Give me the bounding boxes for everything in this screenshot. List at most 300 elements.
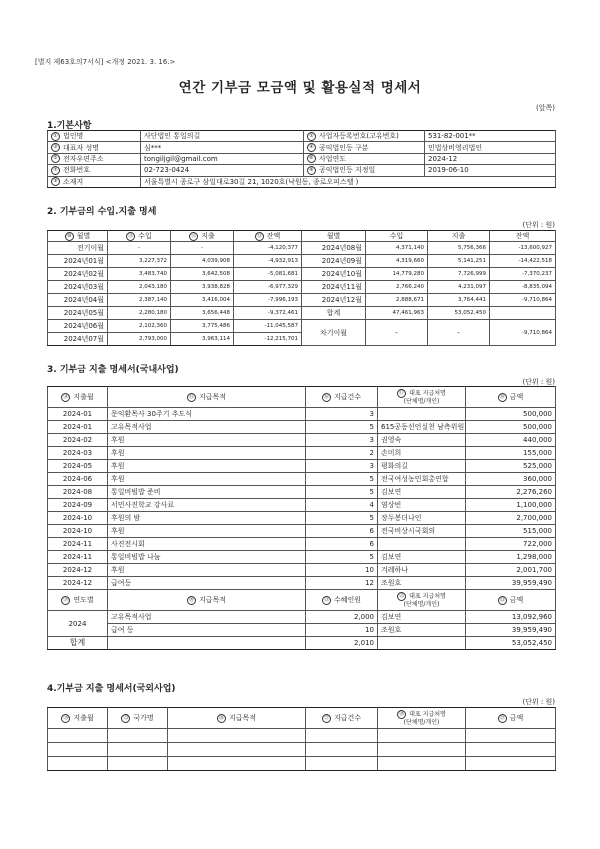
form-header-note: [별지 제63호의7서식] <개정 2021. 3. 16.> bbox=[35, 58, 176, 66]
empty-cell bbox=[466, 757, 556, 771]
balance-cell bbox=[234, 268, 302, 281]
amount-cell bbox=[466, 486, 556, 499]
amount-cell bbox=[466, 551, 556, 564]
expense-month-cell bbox=[48, 421, 108, 434]
purpose-cell bbox=[108, 421, 306, 434]
count-cell bbox=[306, 421, 378, 434]
purpose-cell bbox=[108, 564, 306, 577]
item-number-marker: ⑨ bbox=[51, 177, 60, 186]
year-cell bbox=[48, 611, 108, 637]
cell-text: 공익법인등 지정일 bbox=[319, 166, 376, 175]
column-header bbox=[306, 387, 378, 408]
cell-text: 525,000 bbox=[523, 462, 552, 470]
cell-text: 심*** bbox=[144, 143, 162, 152]
empty-cell bbox=[108, 729, 168, 743]
cell-text: 2024-10 bbox=[62, 527, 93, 535]
cell-text: 3 bbox=[369, 410, 374, 418]
cell-text: 후원 bbox=[111, 566, 125, 574]
cell-text: 잔액 bbox=[515, 232, 530, 241]
cell-text: 2,001,700 bbox=[516, 566, 552, 574]
cell-text: 2024-12 bbox=[428, 154, 458, 163]
month-cell bbox=[48, 320, 108, 333]
cell-text: 지출월 bbox=[73, 714, 94, 722]
field-label bbox=[48, 165, 141, 176]
cell-subtext: (단체명/개인) bbox=[403, 398, 440, 405]
cell-text: 2,276,260 bbox=[516, 488, 552, 496]
data-row bbox=[48, 307, 556, 320]
item-number-marker: ㉓ bbox=[499, 596, 505, 603]
cell-text: 2024-02 bbox=[62, 436, 93, 444]
balance-cell bbox=[490, 307, 556, 320]
cell-text: 후원 bbox=[111, 436, 125, 444]
cell-text: 6 bbox=[369, 540, 374, 548]
header-row bbox=[48, 387, 556, 408]
info-row bbox=[48, 153, 556, 164]
cell-text: 2024-06 bbox=[62, 475, 93, 483]
cell-text: 급여 등 bbox=[111, 626, 134, 634]
cell-subtext: (단체명/개인) bbox=[403, 719, 440, 726]
cell-text: 후원 bbox=[111, 449, 125, 457]
cell-text: 소재지 bbox=[63, 177, 84, 186]
amount-cell bbox=[466, 564, 556, 577]
income-cell bbox=[108, 255, 171, 268]
data-row bbox=[48, 486, 556, 499]
expense-cell bbox=[171, 333, 234, 346]
data-row bbox=[48, 577, 556, 590]
cell-text: 2024 bbox=[68, 619, 87, 628]
cell-text: -8,835,094 bbox=[522, 284, 552, 291]
purpose-cell bbox=[108, 473, 306, 486]
expense-cell bbox=[428, 242, 490, 255]
count-cell bbox=[306, 460, 378, 473]
cell-text: 2024년04월 bbox=[63, 296, 104, 305]
cell-text: 13,092,960 bbox=[511, 613, 552, 621]
cell-text: 금액 bbox=[509, 596, 524, 604]
field-label bbox=[48, 142, 141, 153]
income-cell bbox=[366, 255, 428, 268]
cell-text: 금액 bbox=[509, 393, 524, 401]
count-cell bbox=[306, 499, 378, 512]
cell-text: 3,764,441 bbox=[458, 297, 486, 304]
amount-cell bbox=[466, 538, 556, 551]
expense-cell bbox=[428, 320, 490, 346]
cell-text: 3 bbox=[369, 462, 374, 470]
income-cell bbox=[108, 281, 171, 294]
column-header bbox=[428, 231, 490, 242]
section-3-title: 3. 기부금 지출 명세서(국내사업) bbox=[47, 365, 179, 375]
purpose-cell bbox=[108, 577, 306, 590]
cell-text: 대표 지급처명 bbox=[409, 390, 446, 397]
cell-text: 4,039,908 bbox=[202, 258, 230, 265]
data-row bbox=[48, 460, 556, 473]
purpose-cell bbox=[108, 512, 306, 525]
empty-cell bbox=[306, 729, 378, 743]
unit-label: (단위 : 원) bbox=[522, 378, 555, 386]
empty-cell bbox=[378, 757, 466, 771]
expense-cell bbox=[171, 320, 234, 333]
purpose-cell bbox=[108, 408, 306, 421]
month-cell bbox=[302, 320, 366, 346]
data-row bbox=[48, 473, 556, 486]
month-cell bbox=[48, 242, 108, 255]
cell-text: 3,416,004 bbox=[202, 297, 230, 304]
cell-text: 2,280,180 bbox=[139, 310, 167, 317]
summary-row bbox=[48, 624, 556, 637]
field-label bbox=[304, 142, 425, 153]
purpose-cell bbox=[108, 551, 306, 564]
item-number-marker: ⑫ bbox=[191, 232, 197, 239]
column-header bbox=[108, 387, 306, 408]
item-number-marker: ⑯ bbox=[323, 393, 329, 400]
income-cell bbox=[366, 320, 428, 346]
cell-text: 서울특별시 종로구 삼일대로30길 21, 1020호(낙원동, 종로오피스텔 ) bbox=[144, 177, 359, 186]
item-number-marker: ⑩ bbox=[65, 232, 74, 241]
cell-text: 고유목적사업 bbox=[111, 613, 152, 621]
cell-text: 5 bbox=[369, 514, 374, 522]
cell-text: 월별 bbox=[76, 232, 91, 241]
domestic-expense-table bbox=[47, 386, 556, 650]
amount-cell bbox=[466, 473, 556, 486]
cell-text: 민법상비영리법인 bbox=[428, 143, 483, 152]
balance-cell bbox=[234, 294, 302, 307]
expense-month-cell bbox=[48, 525, 108, 538]
expense-cell bbox=[428, 307, 490, 320]
cell-text: 14,779,280 bbox=[392, 271, 424, 278]
cell-text: 잔액 bbox=[266, 232, 281, 241]
cell-text: 대표 지급처명 bbox=[409, 711, 446, 718]
cell-text: 지출 bbox=[201, 232, 215, 241]
data-row bbox=[48, 525, 556, 538]
cell-text: 손미희 bbox=[381, 449, 402, 457]
data-row bbox=[48, 242, 556, 255]
balance-cell bbox=[234, 333, 302, 346]
info-row bbox=[48, 131, 556, 142]
cell-text: 500,000 bbox=[523, 410, 552, 418]
field-value bbox=[425, 131, 556, 142]
cell-text: 합계 bbox=[326, 309, 341, 318]
cell-text: 2024년03월 bbox=[63, 283, 104, 292]
expense-cell bbox=[428, 281, 490, 294]
column-header bbox=[108, 231, 171, 242]
cell-text: 5 bbox=[369, 423, 374, 431]
cell-text: 4,319,660 bbox=[396, 258, 424, 265]
cell-text: 금액 bbox=[509, 714, 524, 722]
item-number-marker: ⑧ bbox=[307, 166, 316, 175]
section-1-title: 1.기본사항 bbox=[47, 121, 92, 131]
data-row bbox=[48, 320, 556, 333]
data-row bbox=[48, 447, 556, 460]
cell-text: -4,120,377 bbox=[268, 245, 298, 252]
cell-text: 2024년12월 bbox=[321, 296, 362, 305]
cell-text: 53,052,450 bbox=[511, 639, 552, 647]
column-header bbox=[378, 590, 466, 611]
amount-cell bbox=[466, 434, 556, 447]
cell-text: 1,298,000 bbox=[516, 553, 552, 561]
field-label bbox=[48, 131, 141, 142]
cell-text: 12 bbox=[365, 579, 374, 587]
month-cell bbox=[302, 307, 366, 320]
cell-text: -4,932,913 bbox=[268, 258, 298, 265]
cell-text: 2,700,000 bbox=[516, 514, 552, 522]
field-value bbox=[141, 142, 304, 153]
expense-cell bbox=[171, 268, 234, 281]
cell-text: 겨레하나 bbox=[381, 566, 409, 574]
count-cell bbox=[306, 473, 378, 486]
cell-text: 수입 bbox=[389, 232, 404, 241]
cell-text: -9,710,864 bbox=[522, 297, 552, 304]
page-title: 연간 기부금 모금액 및 활용실적 명세서 bbox=[178, 80, 422, 96]
empty-cell bbox=[378, 743, 466, 757]
month-cell bbox=[48, 268, 108, 281]
field-value bbox=[425, 165, 556, 176]
cell-text: 3,227,372 bbox=[139, 258, 167, 265]
month-cell bbox=[48, 333, 108, 346]
item-number-marker: ⑳ bbox=[188, 596, 194, 603]
month-cell bbox=[48, 307, 108, 320]
cell-text: 지출월 bbox=[73, 393, 94, 401]
count-cell bbox=[306, 408, 378, 421]
item-number-marker: ㉑ bbox=[323, 596, 329, 603]
income-cell bbox=[108, 268, 171, 281]
empty-cell bbox=[168, 743, 306, 757]
empty-cell bbox=[378, 637, 466, 650]
data-row bbox=[48, 434, 556, 447]
column-header bbox=[48, 590, 108, 611]
empty-cell bbox=[466, 743, 556, 757]
empty-row bbox=[48, 757, 556, 771]
item-number-marker: ⑭ bbox=[63, 393, 69, 400]
cell-text: 5 bbox=[369, 488, 374, 496]
cell-text: 3,642,508 bbox=[202, 271, 230, 278]
expense-cell bbox=[171, 242, 234, 255]
count-cell bbox=[306, 551, 378, 564]
expense-month-cell bbox=[48, 473, 108, 486]
page-side-label: (앞쪽) bbox=[536, 104, 555, 112]
column-header bbox=[108, 590, 306, 611]
cell-text: 2024년06월 bbox=[63, 322, 104, 331]
cell-subtext: (단체명/개인) bbox=[403, 601, 440, 608]
cell-text: 2 bbox=[369, 449, 374, 457]
cell-text: 2024년10월 bbox=[321, 270, 362, 279]
balance-cell bbox=[490, 242, 556, 255]
item-number-marker: ㉕ bbox=[123, 714, 129, 721]
cell-text: 4,371,140 bbox=[396, 245, 424, 252]
cell-text: 2024-08 bbox=[62, 488, 93, 496]
item-number-marker: ㉙ bbox=[499, 714, 505, 721]
item-number-marker: ③ bbox=[51, 143, 60, 152]
data-row bbox=[48, 421, 556, 434]
balance-cell bbox=[234, 242, 302, 255]
field-label bbox=[304, 165, 425, 176]
purpose-cell bbox=[108, 624, 306, 637]
cell-text: 722,000 bbox=[523, 540, 552, 548]
cell-text: 전자우편주소 bbox=[63, 154, 104, 163]
section-2-title: 2. 기부금의 수입.지출 명세 bbox=[47, 207, 157, 217]
cell-text: 사진전시회 bbox=[111, 540, 145, 548]
amount-cell bbox=[466, 447, 556, 460]
cell-text: 7,726,999 bbox=[458, 271, 486, 278]
cell-text: 월별 bbox=[326, 232, 341, 241]
field-value bbox=[141, 165, 304, 176]
income-cell bbox=[108, 242, 171, 255]
purpose-cell bbox=[108, 525, 306, 538]
cell-text: 2,766,240 bbox=[396, 284, 424, 291]
cell-text: 3,938,828 bbox=[202, 284, 230, 291]
count-cell bbox=[306, 512, 378, 525]
overseas-expense-table bbox=[47, 707, 556, 771]
cell-text: 권영숙 bbox=[381, 436, 402, 444]
expense-month-cell bbox=[48, 499, 108, 512]
amount-cell bbox=[466, 624, 556, 637]
item-number-marker: ㉒ bbox=[399, 593, 405, 599]
cell-text: 3,656,448 bbox=[202, 310, 230, 317]
month-cell bbox=[48, 255, 108, 268]
cell-text: - bbox=[457, 328, 460, 337]
amount-cell bbox=[466, 408, 556, 421]
cell-text: 360,000 bbox=[523, 475, 552, 483]
empty-cell bbox=[108, 757, 168, 771]
income-cell bbox=[108, 307, 171, 320]
people-cell bbox=[306, 624, 378, 637]
month-cell bbox=[48, 294, 108, 307]
cell-text: 2024-10 bbox=[62, 514, 93, 522]
item-number-marker: ⑥ bbox=[307, 154, 316, 163]
income-cell bbox=[366, 294, 428, 307]
cell-text: 공익법인등 구분 bbox=[319, 143, 369, 152]
cell-text: 전국여성농민회총연합 bbox=[381, 475, 449, 483]
item-number-marker: ㉖ bbox=[218, 714, 224, 721]
cell-text: 고유목적사업 bbox=[111, 423, 152, 431]
cell-text: -12,215,701 bbox=[264, 336, 298, 343]
column-header bbox=[108, 708, 168, 729]
cell-text: 500,000 bbox=[523, 423, 552, 431]
section-4-title: 4.기부금 지출 명세서(국외사업) bbox=[47, 684, 176, 694]
recipient-cell bbox=[378, 473, 466, 486]
cell-text: 2,010 bbox=[353, 639, 374, 647]
cell-text: 서민사진학교 강사료 bbox=[111, 501, 175, 509]
summary-header-row bbox=[48, 590, 556, 611]
field-label bbox=[48, 153, 141, 164]
cell-text: 2024년01월 bbox=[63, 257, 104, 266]
column-header bbox=[48, 387, 108, 408]
cell-text: 53,052,450 bbox=[454, 310, 486, 317]
cell-text: 지급목적 bbox=[198, 596, 227, 604]
count-cell bbox=[306, 538, 378, 551]
cell-text: 5,141,251 bbox=[458, 258, 486, 265]
empty-cell bbox=[378, 729, 466, 743]
expense-month-cell bbox=[48, 564, 108, 577]
cell-text: -11,045,587 bbox=[264, 323, 298, 330]
cell-text: 지출 bbox=[451, 232, 466, 241]
item-number-marker: ① bbox=[51, 132, 60, 141]
cell-text: 515,000 bbox=[523, 527, 552, 535]
balance-cell bbox=[234, 320, 302, 333]
cell-text: 5 bbox=[369, 553, 374, 561]
month-cell bbox=[48, 281, 108, 294]
count-cell bbox=[306, 564, 378, 577]
cell-text: 5,756,366 bbox=[458, 245, 486, 252]
income-cell bbox=[366, 268, 428, 281]
balance-cell bbox=[490, 281, 556, 294]
data-row bbox=[48, 281, 556, 294]
purpose-cell bbox=[108, 434, 306, 447]
cell-text: 연도별 bbox=[73, 596, 94, 604]
cell-text: 3,775,486 bbox=[202, 323, 230, 330]
field-value bbox=[141, 176, 556, 187]
amount-cell bbox=[466, 499, 556, 512]
expense-cell bbox=[171, 281, 234, 294]
column-header bbox=[490, 231, 556, 242]
income-cell bbox=[366, 281, 428, 294]
balance-cell bbox=[490, 268, 556, 281]
field-label bbox=[304, 153, 425, 164]
cell-text: 통일비빔밥 준비 bbox=[111, 488, 161, 496]
cell-text: 사업자등록번호(고유번호) bbox=[319, 132, 399, 141]
cell-text: 김보연 bbox=[381, 553, 402, 561]
cell-text: 02-723-0424 bbox=[144, 166, 190, 175]
cell-text: 후원의 밤 bbox=[111, 514, 141, 522]
cell-text: 후원 bbox=[111, 527, 125, 535]
purpose-cell bbox=[108, 499, 306, 512]
item-number-marker: ⑪ bbox=[128, 232, 134, 239]
cell-text: 지급건수 bbox=[333, 393, 362, 401]
column-header bbox=[378, 387, 466, 408]
expense-cell bbox=[428, 255, 490, 268]
cell-text: 2024년11월 bbox=[321, 283, 362, 292]
expense-month-cell bbox=[48, 460, 108, 473]
empty-cell bbox=[108, 637, 306, 650]
item-number-marker: ⑬ bbox=[256, 232, 262, 239]
recipient-cell bbox=[378, 486, 466, 499]
cell-text: 3,483,740 bbox=[139, 271, 167, 278]
balance-cell bbox=[234, 307, 302, 320]
cell-text: 6 bbox=[369, 527, 374, 535]
income-cell bbox=[366, 242, 428, 255]
total-label bbox=[48, 637, 108, 650]
cell-text: -5,081,681 bbox=[268, 271, 298, 278]
empty-cell bbox=[306, 743, 378, 757]
item-number-marker: ㉔ bbox=[63, 714, 69, 721]
cell-text: 2024-03 bbox=[62, 449, 93, 457]
empty-cell bbox=[48, 743, 108, 757]
month-cell bbox=[302, 268, 366, 281]
empty-cell bbox=[108, 743, 168, 757]
column-header bbox=[48, 708, 108, 729]
cell-text: 차기이월 bbox=[319, 328, 348, 337]
cell-text: 대표자 성명 bbox=[63, 143, 100, 152]
recipient-cell bbox=[378, 499, 466, 512]
cell-text: 문익환목사 30주기 추도식 bbox=[111, 410, 192, 418]
amount-cell bbox=[466, 460, 556, 473]
cell-text: 3 bbox=[369, 436, 374, 444]
recipient-cell bbox=[378, 551, 466, 564]
cell-text: 합계 bbox=[69, 638, 86, 647]
cell-text: - bbox=[138, 245, 140, 252]
empty-cell bbox=[48, 729, 108, 743]
balance-cell bbox=[490, 320, 556, 346]
total-amount-cell bbox=[466, 637, 556, 650]
people-cell bbox=[306, 611, 378, 624]
cell-text: 통일비빔밥 나눔 bbox=[111, 553, 161, 561]
column-header bbox=[306, 590, 378, 611]
item-number-marker: ⑦ bbox=[51, 166, 60, 175]
summary-row bbox=[48, 611, 556, 624]
empty-cell bbox=[48, 757, 108, 771]
count-cell bbox=[306, 447, 378, 460]
expense-month-cell bbox=[48, 486, 108, 499]
item-number-marker: ⑰ bbox=[399, 390, 405, 396]
item-number-marker: ⑱ bbox=[499, 393, 505, 400]
